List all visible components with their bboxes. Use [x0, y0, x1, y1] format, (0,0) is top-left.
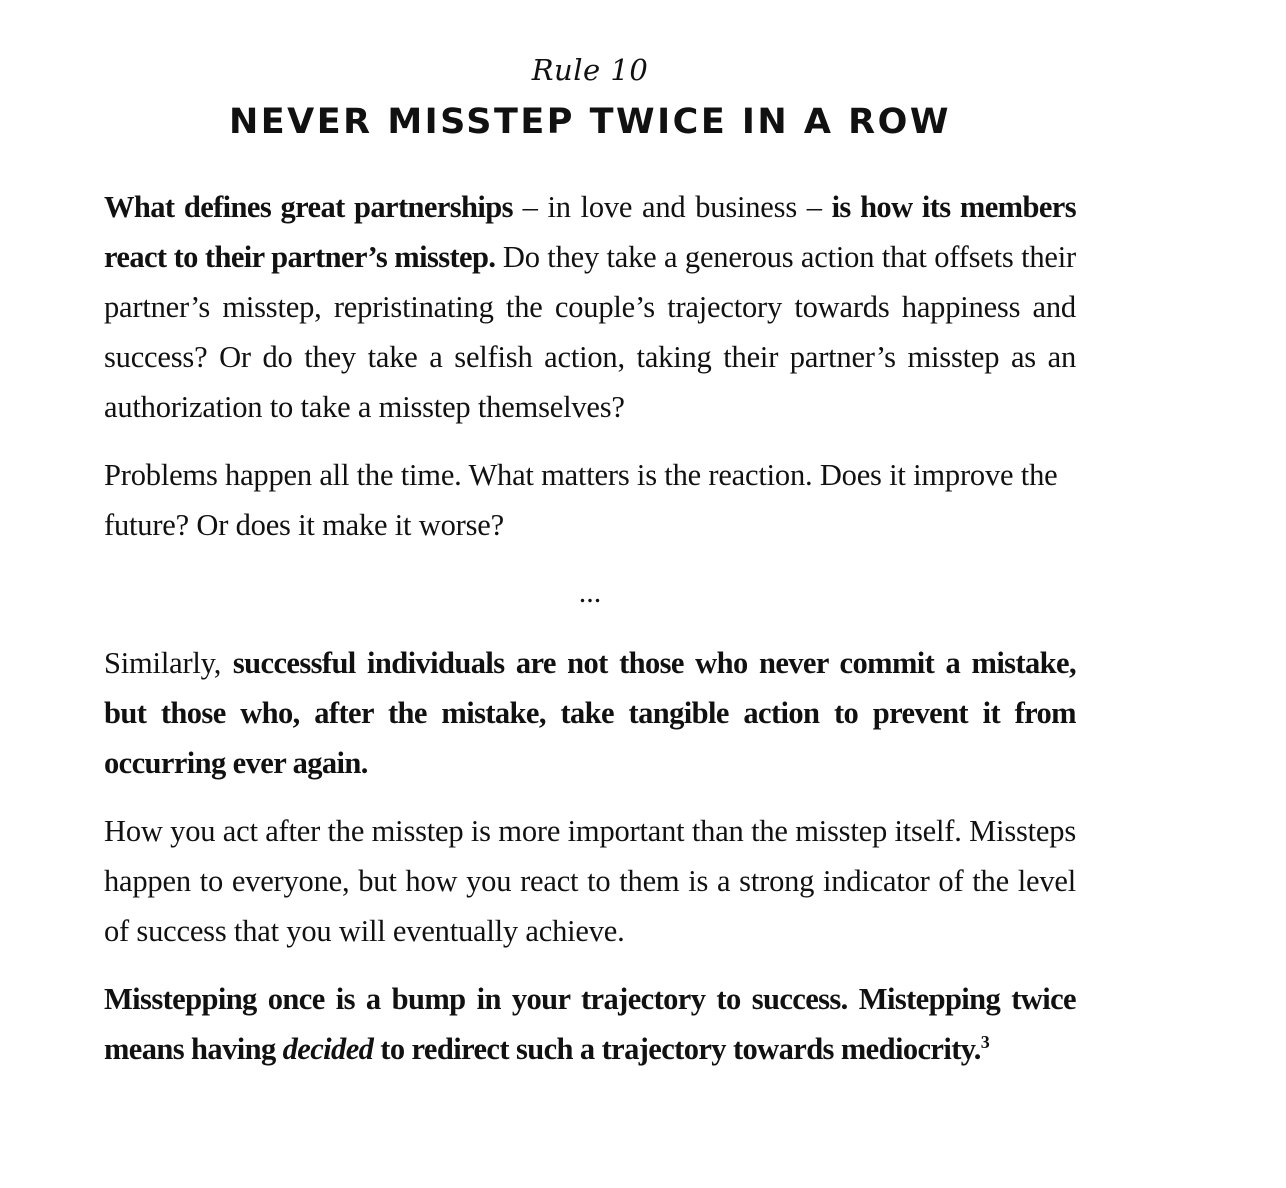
- emphasis-text: decided: [282, 1032, 374, 1066]
- plain-text: – in love and business –: [512, 190, 832, 224]
- book-page: [104, 50, 1076, 1074]
- chapter-title: NEVER MISSTEP TWICE IN A ROW: [228, 102, 951, 142]
- paragraph-partnerships: [104, 182, 1076, 432]
- bold-text: to redirect such a trajectory towards mediocrity.: [373, 1032, 981, 1066]
- bold-text: What defines great partnerships: [104, 190, 513, 224]
- plain-text: Do they take a generous action that offsets their partner’s misstep, repristinating the couple’s trajectory towards happiness and success? Or do they take a selfish action, taking their partner’s misstep as an authorization to take a misstep themselves?: [104, 240, 1077, 424]
- paragraph-problems: Problems happen all the time. What matters is the reaction. Does it improve the future? Or does it make it worse?: [104, 458, 1058, 542]
- footnote-marker[interactable]: 3: [980, 1031, 990, 1052]
- bold-text: Misstepping once is a bump in your trajectory to success. Mistepping twice means having: [104, 982, 1076, 1066]
- bold-text: successful individuals are not those who never commit a mistake, but those who, after the mistake, take tangible action to prevent it from occurring ever again.: [104, 646, 1076, 780]
- paragraph-how-you-act: How you act after the misstep is more important than the misstep itself. Missteps happen to everyone, but how you react to them is a strong indicator of the level of success that you will eventually achieve.: [104, 814, 1076, 948]
- section-separator: ...: [578, 576, 602, 609]
- paragraph-misstepping: [104, 974, 1076, 1074]
- rule-number-label: Rule 10: [531, 53, 649, 87]
- bold-text: is how its members react to their partner’s misstep.: [104, 190, 1076, 274]
- paragraph-similarly: [104, 638, 1076, 788]
- plain-text: Similarly,: [104, 646, 233, 680]
